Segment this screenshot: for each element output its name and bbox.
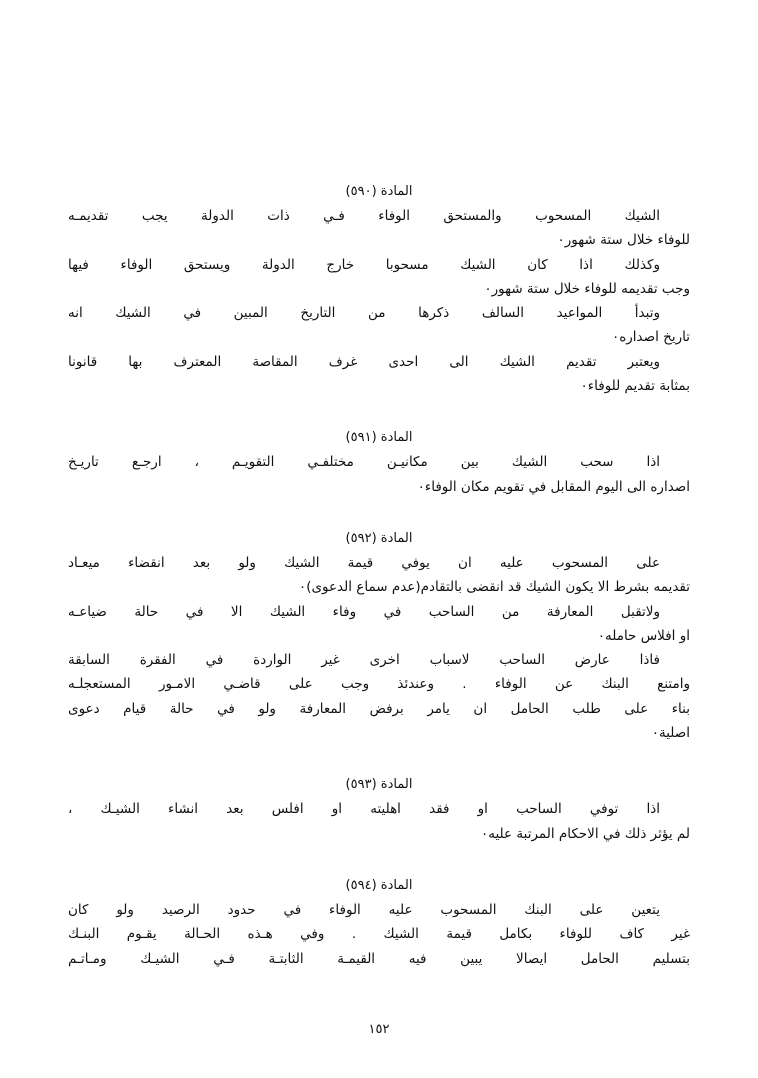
article-heading: المادة (٥٩٣) <box>345 777 413 793</box>
article-heading: المادة (٥٩٢) <box>345 530 413 546</box>
text-line: بناء على طلب الحامل ان يامر برفض المعارفة ولو في حالة قيام دعوى <box>68 700 690 717</box>
text-line: تاريخ اصداره٠ <box>611 329 690 346</box>
text-line: للوفاء خلال ستة شهور٠ <box>557 232 690 249</box>
text-line: يتعين على البنك المسحوب عليه الوفاء في حدود الرصيد ولو كان <box>68 901 660 918</box>
text-line: فاذا عارض الساحب لاسباب اخرى غير الواردة في الفقرة السابقة <box>68 652 660 669</box>
text-line: او افلاس حامله٠ <box>597 627 690 644</box>
text-line: ويعتبر تقديم الشيك الى احدى غرف المقاصة المعترف بها قانونا <box>68 353 660 370</box>
article-heading: المادة (٥٩٤) <box>345 877 413 893</box>
text-line: وجب تقديمه للوفاء خلال ستة شهور٠ <box>484 280 690 297</box>
article-heading: المادة (٥٩١) <box>345 430 413 446</box>
text-line: بتسليم الحامل ايصالا يبين فيه القيمـة الثابتـة فـي الشيـك ومـاتـم <box>68 950 690 967</box>
text-line: اذا سحب الشيك بين مكانيـن مختلفـي التقويـم ، ارجـع تاريـخ <box>68 454 660 471</box>
text-line: بمثابة تقديم للوفاء٠ <box>580 378 690 395</box>
text-line: الشيك المسحوب والمستحق الوفاء فـي ذات الدولة يجب تقديمـه <box>68 208 660 224</box>
text-line: وامتنع البنك عن الوفاء . وعندئذ وجب على قاضـي الامـور المستعجلـه <box>68 676 690 693</box>
text-line: اصداره الى اليوم المقابل في تقويم مكان الوفاء٠ <box>417 478 690 495</box>
article-section <box>68 874 690 971</box>
article-heading: المادة (٥٩٠) <box>345 184 413 199</box>
article-section <box>68 527 690 745</box>
article-section <box>68 426 690 499</box>
text-line: تقديمه بشرط الا يكون الشيك قد انقضى بالتقادم(عدم سماع الدعوى)٠ <box>298 579 690 596</box>
text-line: وتبدأ المواعيد السالف ذكرها من التاريخ المبين في الشيك انه <box>68 305 660 322</box>
text-line: لم يؤثر ذلك في الاحكام المرتبة عليه٠ <box>480 825 690 842</box>
document-body <box>68 180 690 999</box>
article-section <box>68 180 690 398</box>
page-number: ١٥٢ <box>368 1022 390 1037</box>
article-section <box>68 773 690 846</box>
text-line: على المسحوب عليه ان يوفي قيمة الشيك ولو بعد انقضاء ميعـاد <box>68 554 660 571</box>
text-line: اصلية٠ <box>651 725 690 742</box>
text-line: وكذلك اذا كان الشيك مسحوبا خارج الدولة ويستحق الوفاء فيها <box>68 256 660 273</box>
text-line: ولاتقبل المعارفة من الساحب في وفاء الشيك الا في حالة ضياعـه <box>68 603 660 620</box>
text-line: غير كاف للوفاء بكامل قيمة الشيك . وفي هـذه الحـالة يقـوم البنـك <box>68 926 690 943</box>
text-line: اذا توفي الساحب او فقد اهليته او افلس بعد انشاء الشيـك ، <box>68 801 660 818</box>
